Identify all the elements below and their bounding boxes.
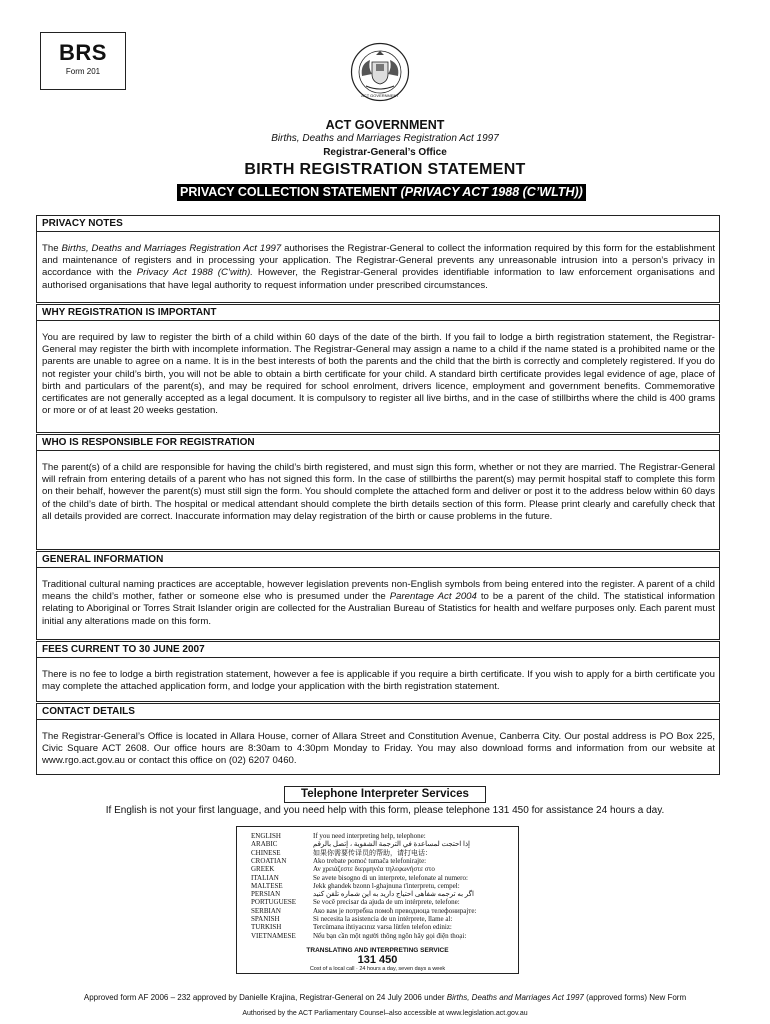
office-name: Registrar-General’s Office [323, 147, 447, 158]
language-row [251, 915, 452, 923]
fees-section [36, 641, 720, 702]
language-name: MALTESE [251, 881, 283, 890]
language-row [251, 932, 466, 940]
language-text: Se avete bisogno di un interprete, telefonate al numero: [313, 873, 468, 882]
section-body: Traditional cultural naming practices are acceptable, however legislation prevents non-English symbols from being entered into the register. A parent of a child means the child’s mother, father or someone else who is presumed under the Parentage Act 2004 to be a parent of the child. The statistical information relating to Aboriginal or Torres Strait Islander origin are collected for the Australian Bureau of Statistics for health and welfare purposes only. Each parent must initial any alterations made on this form. [42, 579, 715, 627]
language-row [251, 890, 474, 898]
language-row [251, 840, 470, 848]
tis-phone-number: 131 450 [357, 954, 398, 966]
form-code: BRS [59, 40, 107, 65]
language-text: Tercümana ihtiyacınız varsa lütfen telefon ediniz: [313, 923, 452, 932]
section-title: WHY REGISTRATION IS IMPORTANT [37, 305, 719, 321]
section-title: FEES CURRENT TO 30 JUNE 2007 [37, 642, 719, 658]
section-title: WHO IS RESPONSIBLE FOR REGISTRATION [37, 435, 719, 451]
language-text: If you need interpreting help, telephone: [313, 832, 426, 840]
language-row [251, 832, 426, 840]
section-body: You are required by law to register the birth of a child within 60 days of the date of the birth. If you fail to lodge a birth registration statement, the Registrar-General may register the birth with incomplete information. The Registrar-General may assign a name to a child if the name stated is a prohibited name or the parents are unable to agree on a name. It is in the best interests of both the parents and the child that the birth is correctly and completely registered. If you do not register your child’s birth, you will not be able to obtain a birth certificate for your child. A standard birth certificate provides legal evidence of age, place of birth and particulars of the parent(s), and may be required for school enrolment, drivers licence, employment and government benefits. Commemorative certificates are not generally accepted as a legal document. It is compulsory to register all live births, and in the case of stillbirths where the child is 400 grams or more or of at least 20 weeks gestation. [42, 332, 715, 417]
form-number: Form 201 [65, 67, 101, 76]
section-body: There is no fee to lodge a birth registration statement, however a fee is applicable if you require a birth certificate. If you wish to apply for a birth certificate you may complete the attached application form, and lodge your application with the birth registration statement. [42, 669, 715, 693]
language-row [251, 923, 452, 931]
language-text: إذا احتجت لمساعدة في الترجمة الشفوية ، إتصل بالرقم [313, 840, 471, 849]
language-text: Jekk ghandek bzonn l-ghajnuna t'interpretu, cempel: [313, 881, 460, 890]
interpreter-language-panel [236, 826, 519, 974]
language-row [251, 907, 476, 915]
language-row [251, 874, 468, 882]
language-name: ARABIC [251, 840, 278, 849]
privacy-banner-act: (PRIVACY ACT 1988 (C’WLTH)) [400, 185, 583, 199]
section-body: The parent(s) of a child are responsible for having the child’s birth registered, and must sign this form, whether or not they are married. The Registrar-General will refrain from entering details of a parent who has not signed this form. In the case of stillbirths the parent(s) may permit hospital staff to complete this form on their behalf, however the parent(s) must still sign the form. You should complete the attached form and deliver or post it to the address below within 60 days of the child’s date of birth. The hospital or medical attendant should complete the birth details section of this form. Please print clearly and carefully check that all details provided are correct. Inaccurate information may delay registration of the birth or cause problems in the future. [42, 462, 715, 522]
why-registration-section [36, 304, 720, 433]
tis-cost-note: Cost of a local call · 24 hours a day, seven days a week [309, 966, 446, 972]
language-name: ENGLISH [251, 832, 281, 840]
governing-act: Births, Deaths and Marriages Registration Act 1997 [271, 133, 499, 144]
crest-icon [350, 42, 410, 102]
language-row [251, 849, 432, 857]
language-name: ITALIAN [251, 873, 279, 882]
interpreter-services-text: If English is not your first language, and you need help with this form, please telephone 131 450 for assistance 24 hours a day. [105, 805, 665, 816]
language-name: SPANISH [251, 915, 280, 923]
language-name: SERBIAN [251, 906, 281, 915]
language-row [251, 857, 426, 865]
language-row [251, 865, 435, 873]
authorised-by-note: Authorised by the ACT Parliamentary Counsel–also accessible at www.legislation.act.gov.au [242, 1010, 528, 1017]
language-text: اگر به ترجمه شفاهی احتیاج دارید به این شماره تلفن کنید [313, 890, 474, 899]
language-name: CROATIAN [251, 856, 287, 865]
section-title: PRIVACY NOTES [37, 216, 719, 232]
privacy-notes-section [36, 215, 720, 303]
section-body: The Births, Deaths and Marriages Registration Act 1997 authorises the Registrar-General to collect the information required by this form for the establishment and maintenance of registers and in processing your application. The Registrar-General prevents any unreasonable intrusion into a person’s privacy in accordance with the Privacy Act 1988 (C’with). However, the Registrar-General provides identifiable information to law enforcement organisations and authorised organisations that have legal authority to request information under prescribed circumstances. [42, 243, 715, 291]
interpreter-services-title: Telephone Interpreter Services [284, 786, 486, 803]
general-information-section [36, 551, 720, 640]
document-title: BIRTH REGISTRATION STATEMENT [244, 161, 526, 178]
language-text: Αν χρειάζεστε διερμηνέα τηλεφωνήστε στο [313, 865, 435, 874]
language-text: Ako trebate pomoć tumača telefonirajte: [313, 856, 427, 865]
language-name: VIETNAMESE [251, 931, 296, 940]
language-text: 如果你需要传译员的帮助，请打电话： [313, 848, 432, 857]
crest-ring-text: ACT GOVERNMENT [361, 93, 399, 98]
section-title: GENERAL INFORMATION [37, 552, 719, 568]
language-text: Si necesita la asistencia de un intérprete, llame al: [313, 915, 453, 923]
tis-service-name: TRANSLATING AND INTERPRETING SERVICE [306, 947, 449, 954]
language-text: Se você precisar da ajuda de um intérprete, telefone: [313, 898, 460, 907]
who-responsible-section [36, 434, 720, 550]
language-name: GREEK [251, 865, 275, 874]
contact-details-section [36, 703, 720, 775]
agency-name: ACT GOVERNMENT [325, 118, 445, 132]
language-row [251, 898, 460, 906]
form-code-box [40, 32, 126, 90]
privacy-collection-banner [177, 184, 586, 201]
section-body: The Registrar-General’s Office is located in Allara House, corner of Allara Street and Constitution Avenue, Canberra City. Our postal address is PO Box 225, Civic Square ACT 2608. Our office hours are 8:30am to 4:30pm Monday to Friday. You may also download forms and information from our website at www.rgo.act.gov.au or contact this office on (02) 6207 0460. [42, 731, 715, 767]
language-text: Nếu bạn cần một người thông ngôn hãy gọi điện thoại: [313, 931, 467, 940]
act-government-crest [350, 42, 410, 102]
privacy-banner-text: PRIVACY COLLECTION STATEMENT [180, 185, 401, 199]
language-name: PERSIAN [251, 890, 281, 899]
language-text: Ако вам је потребна помоћ преводиоца телефонирајте: [313, 906, 477, 915]
language-name: CHINESE [251, 848, 281, 857]
language-row [251, 882, 460, 890]
language-name: TURKISH [251, 923, 282, 932]
approval-note: Approved form AF 2006 – 232 approved by Danielle Krajina, Registrar-General on 24 July 2006 under Births, Deaths and Marriages Act 1997 (approved forms) New Form [83, 993, 687, 1002]
language-name: PORTUGUESE [251, 898, 297, 907]
section-title: CONTACT DETAILS [37, 704, 719, 720]
